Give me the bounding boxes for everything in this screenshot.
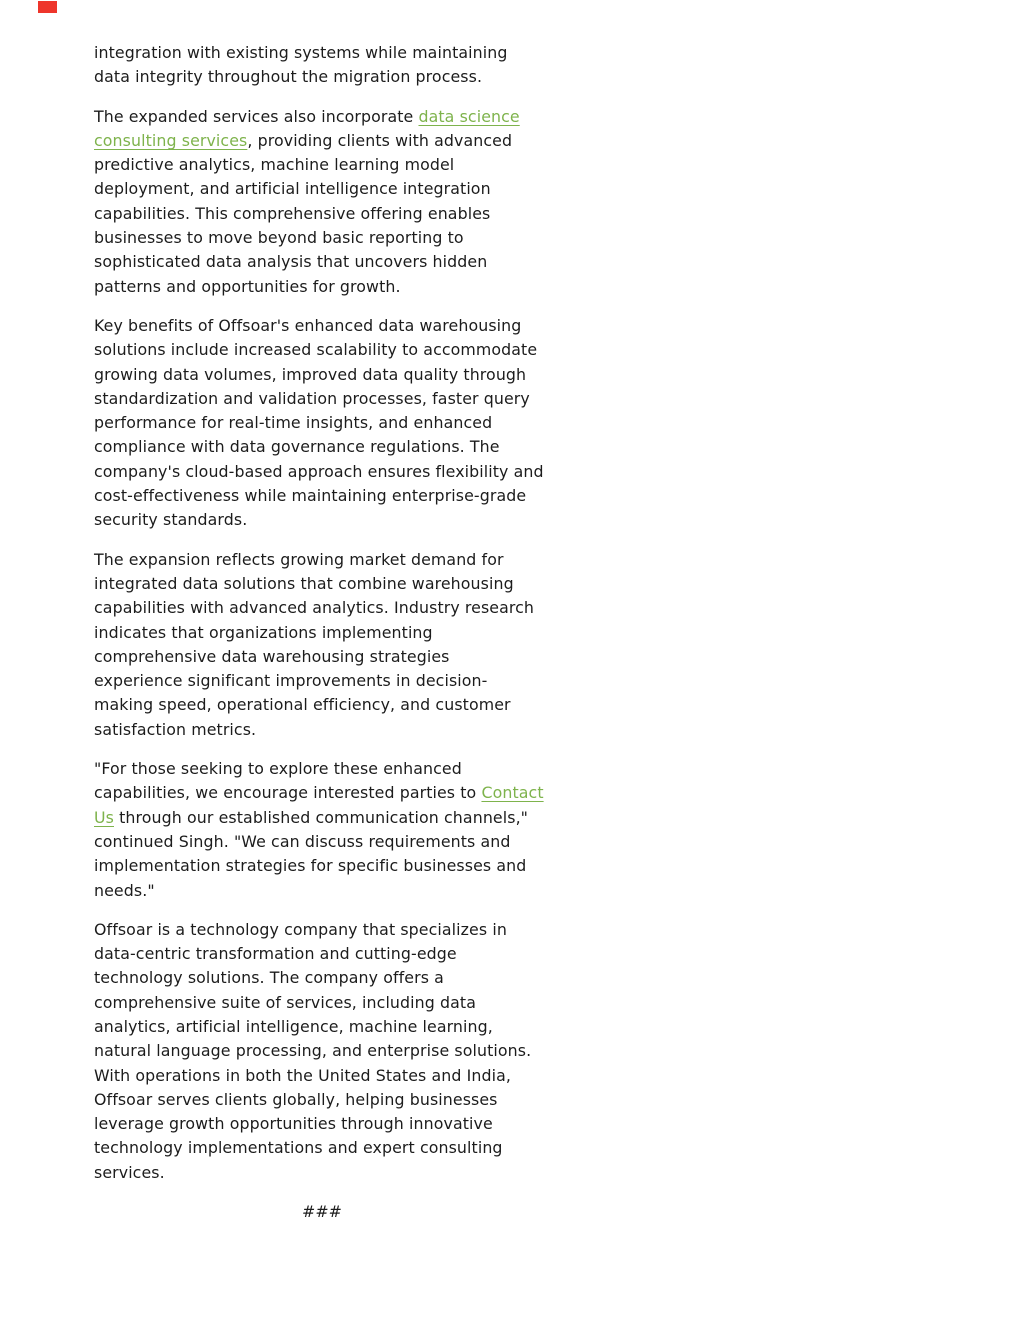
text-segment: indicates that organizations implementing bbox=[94, 622, 433, 642]
text-line bbox=[94, 484, 550, 508]
link-contact[interactable]: Contact bbox=[481, 783, 544, 803]
text-segment: company's cloud-based approach ensures flexibility and bbox=[94, 461, 544, 481]
click-marker bbox=[38, 1, 57, 13]
text-segment: With operations in both the United States and India, bbox=[94, 1065, 511, 1085]
text-line bbox=[94, 153, 550, 177]
link-consulting-services[interactable]: consulting services bbox=[94, 130, 248, 150]
text-segment: Offsoar serves clients globally, helping businesses bbox=[94, 1089, 498, 1109]
text-segment: making speed, operational efficiency, and customer bbox=[94, 695, 511, 715]
text-segment: continued Singh. "We can discuss requirements and bbox=[94, 831, 511, 851]
text-segment: compliance with data governance regulations. The bbox=[94, 437, 500, 457]
text-segment: performance for real-time insights, and enhanced bbox=[94, 413, 493, 433]
text-line bbox=[94, 226, 550, 250]
text-segment: services. bbox=[94, 1162, 165, 1182]
text-segment: Offsoar is a technology company that specializes in bbox=[94, 919, 507, 939]
text-segment: integrated data solutions that combine warehousing bbox=[94, 573, 514, 593]
text-line bbox=[94, 806, 550, 830]
text-segment: analytics, artificial intelligence, machine learning, bbox=[94, 1016, 493, 1036]
text-line bbox=[94, 596, 550, 620]
paragraph bbox=[94, 41, 550, 90]
text-line bbox=[94, 411, 550, 435]
text-segment: deployment, and artificial intelligence integration bbox=[94, 179, 491, 199]
text-segment: standardization and validation processes, faster query bbox=[94, 388, 530, 408]
text-segment: Key benefits of Offsoar's enhanced data warehousing bbox=[94, 315, 522, 335]
text-line bbox=[94, 387, 550, 411]
text-segment: natural language processing, and enterprise solutions. bbox=[94, 1041, 532, 1061]
text-line bbox=[94, 338, 550, 362]
text-segment: technology solutions. The company offers a bbox=[94, 968, 444, 988]
text-segment: cost-effectiveness while maintaining enterprise-grade bbox=[94, 486, 527, 506]
text-line bbox=[94, 621, 550, 645]
text-segment: businesses to move beyond basic reporting to bbox=[94, 228, 464, 248]
text-segment: through our established communication channels," bbox=[114, 807, 529, 827]
text-line bbox=[94, 781, 550, 805]
text-segment: capabilities with advanced analytics. Industry research bbox=[94, 598, 535, 618]
text-segment: needs." bbox=[94, 880, 155, 900]
text-line bbox=[94, 991, 550, 1015]
text-line bbox=[94, 1136, 550, 1160]
text-line bbox=[94, 830, 550, 854]
text-segment: The expanded services also incorporate bbox=[94, 106, 419, 126]
text-line bbox=[94, 1039, 550, 1063]
text-line bbox=[94, 669, 550, 693]
text-segment: satisfaction metrics. bbox=[94, 719, 257, 739]
text-line bbox=[94, 275, 550, 299]
paragraph bbox=[94, 314, 550, 533]
text-segment: data integrity throughout the migration process. bbox=[94, 67, 483, 87]
text-line bbox=[94, 879, 550, 903]
text-line bbox=[94, 693, 550, 717]
text-line bbox=[94, 918, 550, 942]
text-line bbox=[94, 966, 550, 990]
text-segment: security standards. bbox=[94, 510, 248, 530]
text-line bbox=[94, 645, 550, 669]
paragraph bbox=[94, 548, 550, 742]
link-us[interactable]: Us bbox=[94, 807, 114, 827]
text-segment: data-centric transformation and cutting-edge bbox=[94, 944, 457, 964]
text-segment: ### bbox=[301, 1202, 342, 1222]
text-line bbox=[94, 942, 550, 966]
text-line bbox=[94, 41, 550, 65]
text-line bbox=[94, 1015, 550, 1039]
text-segment: The expansion reflects growing market demand for bbox=[94, 549, 504, 569]
text-line bbox=[94, 435, 550, 459]
text-segment: sophisticated data analysis that uncovers hidden bbox=[94, 252, 488, 272]
text-line bbox=[94, 1112, 550, 1136]
paragraph bbox=[94, 918, 550, 1185]
text-segment: leverage growth opportunities through innovative bbox=[94, 1114, 493, 1134]
text-line bbox=[94, 177, 550, 201]
text-segment: "For those seeking to explore these enhanced bbox=[94, 759, 462, 779]
text-segment: comprehensive data warehousing strategies bbox=[94, 646, 450, 666]
text-segment: , providing clients with advanced bbox=[247, 130, 513, 150]
text-segment: capabilities, we encourage interested parties to bbox=[94, 783, 482, 803]
text-line bbox=[94, 548, 550, 572]
text-segment: predictive analytics, machine learning model bbox=[94, 155, 455, 175]
text-line bbox=[94, 854, 550, 878]
text-segment: solutions include increased scalability to accommodate bbox=[94, 340, 538, 360]
text-line bbox=[94, 572, 550, 596]
text-line bbox=[94, 129, 550, 153]
text-line bbox=[94, 460, 550, 484]
text-line bbox=[94, 757, 550, 781]
text-line bbox=[94, 1200, 550, 1224]
text-line bbox=[94, 508, 550, 532]
paragraph bbox=[94, 105, 550, 299]
text-line bbox=[94, 1161, 550, 1185]
text-segment: integration with existing systems while maintaining bbox=[94, 43, 508, 62]
text-line bbox=[94, 105, 550, 129]
text-line bbox=[94, 202, 550, 226]
text-segment: implementation strategies for specific businesses and bbox=[94, 856, 527, 876]
text-segment: patterns and opportunities for growth. bbox=[94, 276, 401, 296]
link-data-science[interactable]: data science bbox=[418, 106, 520, 126]
text-segment: comprehensive suite of services, including data bbox=[94, 992, 476, 1012]
end-mark bbox=[94, 1200, 550, 1224]
text-line bbox=[94, 1088, 550, 1112]
text-line bbox=[94, 363, 550, 387]
text-line bbox=[94, 250, 550, 274]
text-line bbox=[94, 718, 550, 742]
text-segment: capabilities. This comprehensive offering enables bbox=[94, 203, 491, 223]
text-segment: experience significant improvements in decision- bbox=[94, 671, 488, 691]
article-body bbox=[94, 41, 550, 1239]
text-segment: growing data volumes, improved data quality through bbox=[94, 364, 527, 384]
text-segment: technology implementations and expert consulting bbox=[94, 1138, 503, 1158]
text-line bbox=[94, 1064, 550, 1088]
text-line bbox=[94, 314, 550, 338]
text-line bbox=[94, 65, 550, 89]
paragraph bbox=[94, 757, 550, 903]
